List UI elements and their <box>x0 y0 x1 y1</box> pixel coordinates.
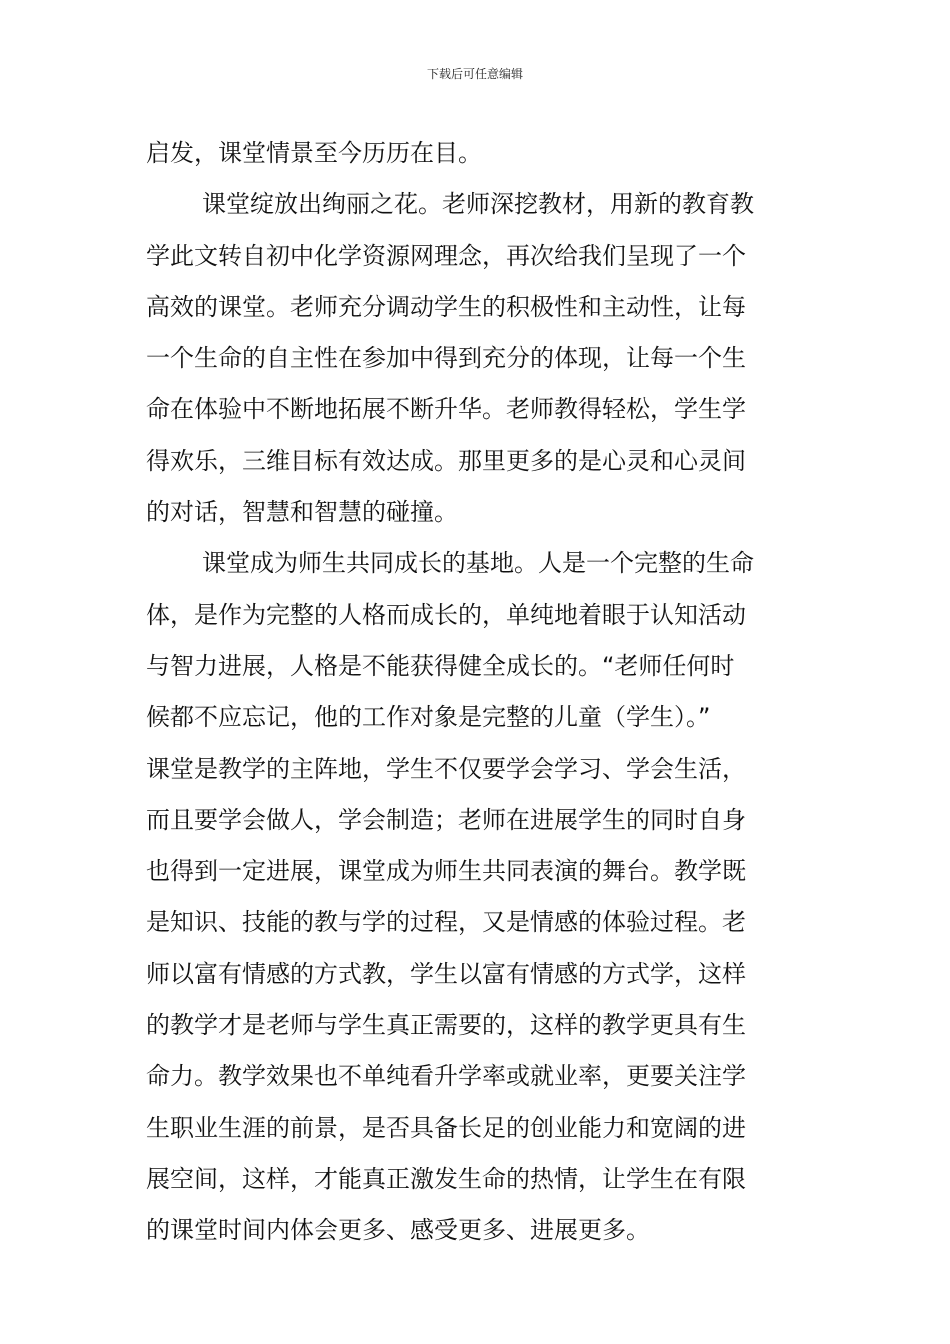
paragraph-line: 课堂绽放出绚丽之花。老师深挖教材，用新的教育教 <box>202 190 754 219</box>
paragraph-line: 展空间，这样，才能真正激发生命的热情，让学生在有限 <box>146 1164 746 1193</box>
paragraph-line: 是知识、技能的教与学的过程，又是情感的体验过程。老 <box>146 908 746 937</box>
paragraph-line: 启发，课堂情景至今历历在目。 <box>146 139 482 167</box>
paragraph-line: 命在体验中不断地拓展不断升华。老师教得轻松，学生学 <box>146 395 746 424</box>
paragraph-line: 课堂是教学的主阵地，学生不仅要学会学习、学会生活， <box>146 754 746 783</box>
paragraph-line: 而且要学会做人，学会制造；老师在进展学生的同时自身 <box>146 805 746 834</box>
paragraph-line: 与智力进展，人格是不能获得健全成长的。“老师任何时 <box>146 651 735 680</box>
paragraph-line: 也得到一定进展，课堂成为师生共同表演的舞台。教学既 <box>146 857 746 886</box>
page-header: 下载后可任意编辑 <box>426 67 523 81</box>
paragraph-line: 的课堂时间内体会更多、感受更多、进展更多。 <box>146 1216 650 1245</box>
paragraph-line: 的教学才是老师与学生真正需要的，这样的教学更具有生 <box>146 1011 746 1040</box>
paragraph-line: 体，是作为完整的人格而成长的，单纯地着眼于认知活动 <box>146 600 746 629</box>
document-body <box>146 128 808 1257</box>
paragraph-line: 课堂成为师生共同成长的基地。人是一个完整的生命 <box>202 549 754 578</box>
paragraph-line: 候都不应忘记，他的工作对象是完整的儿童（学生）。” <box>146 703 711 732</box>
paragraph-line: 师以富有情感的方式教，学生以富有情感的方式学，这样 <box>146 959 746 988</box>
paragraph-line: 的对话，智慧和智慧的碰撞。 <box>146 498 458 527</box>
paragraph-line: 高效的课堂。老师充分调动学生的积极性和主动性，让每 <box>146 292 746 321</box>
paragraph-line: 得欢乐，三维目标有效达成。那里更多的是心灵和心灵间 <box>146 446 746 475</box>
paragraph-line: 命力。教学效果也不单纯看升学率或就业率，更要关注学 <box>146 1062 746 1091</box>
paragraph-line: 学此文转自初中化学资源网理念，再次给我们呈现了一个 <box>146 241 746 270</box>
paragraph-line: 生职业生涯的前景，是否具备长足的创业能力和宽阔的进 <box>146 1113 746 1142</box>
paragraph-line: 一个生命的自主性在参加中得到充分的体现，让每一个生 <box>146 344 746 373</box>
